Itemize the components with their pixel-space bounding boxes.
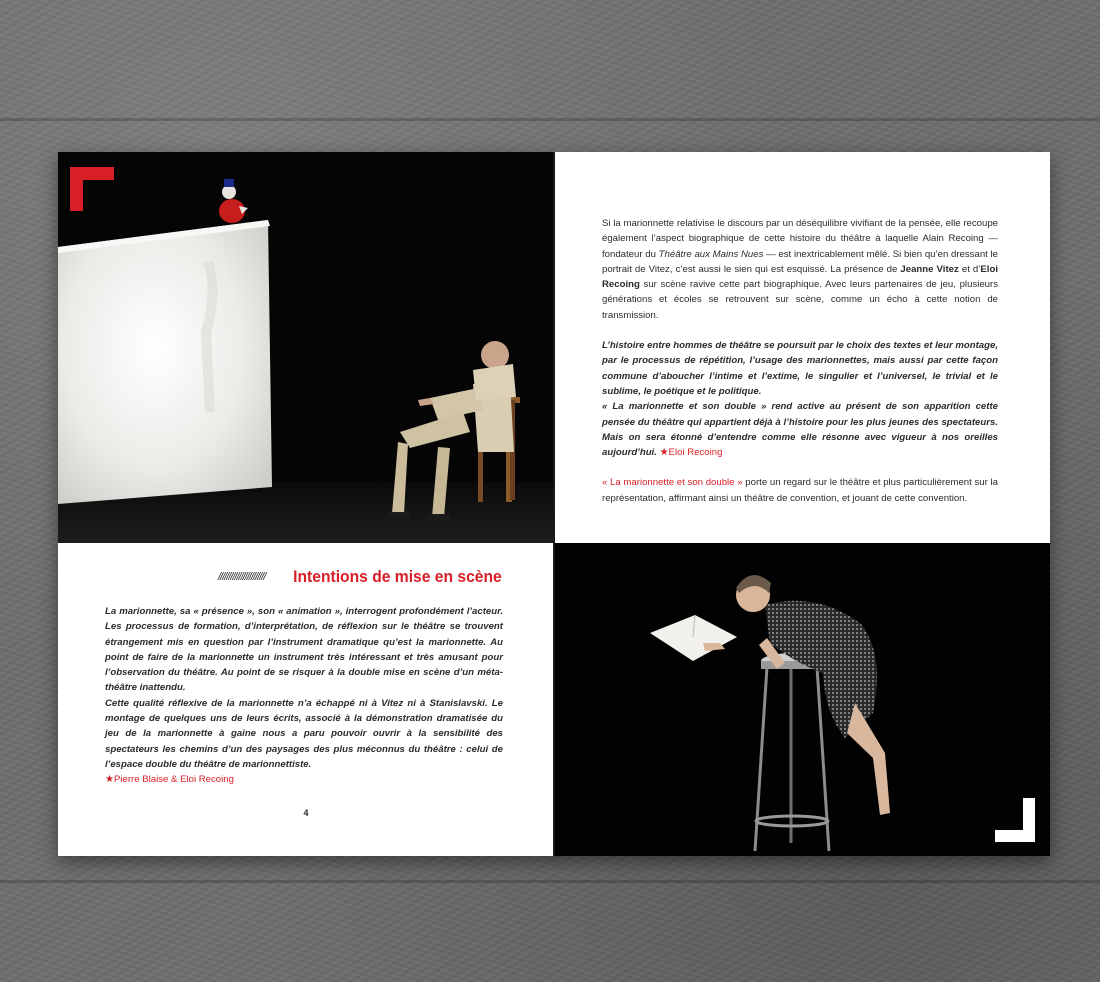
paragraph-quote [602, 399, 998, 460]
paragraph-puppet-presence: La marionnette, sa « présence », son « animation », interrogent profondément l’acteur. Les processus de formation, d’interprétation, de réflexion sur le théâtre se trouvent étrangement mis en question par l’instrument dramatique qu’est la marionnette. Au point de faire de la marionnette un instrument très intéressant et très amusant pour l’observation du théâtre. Au point de se risquer à la double mise en scène d’un méta-théâtre inattendu. [105, 606, 503, 694]
stage-photo-drawing [58, 152, 553, 543]
attribution-authors: Pierre Blaise & Eloi Recoing [113, 774, 234, 786]
brochure-spread [58, 152, 1050, 856]
stage-photo-puppet [58, 152, 553, 543]
quote-author: Eloi Recoing [668, 447, 723, 459]
theatre-name: Théâtre aux Mains Nues [658, 248, 764, 260]
paragraph-biography [602, 216, 998, 323]
right-page-text-panel [555, 152, 1050, 543]
stage-photo-reader [555, 543, 1050, 856]
show-title: « La marionnette et son double » [602, 477, 743, 489]
right-page-body [602, 216, 998, 506]
quote-text: « La marionnette et son double » rend active au présent de son apparition cette pensée du théâtre qui appartient déjà à l’histoire pour les plus jeunes des spectateurs. Mais on sera étonné d’entendre comme elle résonne avec vigueur à nos oreilles aujourd’hui. [602, 401, 998, 459]
spread-gutter [553, 152, 555, 856]
star-icon: ★ [105, 774, 114, 786]
reader-photo-drawing [555, 543, 1050, 856]
text-run: Si la marionnette relativise le discours par un déséquilibre vivifiant de la pensée, elle recoupe également l’aspect biographique de cette histoire du théâtre à laquelle Alain Recoing — fondateur du [602, 218, 998, 260]
text-run: et d’ [958, 263, 981, 275]
page-number: 4 [303, 808, 309, 818]
heading-hatch-decoration: /////////////////////// [217, 571, 266, 583]
actor-name-eloi-recoing: Eloi Recoing [602, 263, 998, 291]
section-heading: Intentions de mise en scène [293, 567, 502, 586]
section-heading-row [190, 565, 502, 589]
white-screen-panel [58, 220, 272, 504]
paragraph-reflexive-quality: Cette qualité réflexive de la marionnette n’a échappé ni à Vitez ni à Stanislavski. Le montage de quelques uns de leurs écrits, associé à la démonstration dramatisée du jeu de la marionnette à gaine nous a paru pouvoir ouvrir à la sensibilité des spectateurs les chemins d’un des paysages des plus méconnus du théâtre : celui de l’espace double du théâtre de marionnettiste. [105, 697, 503, 770]
left-page-text-panel [58, 543, 553, 856]
actor-name-jeanne-vitez: Jeanne Vitez [900, 263, 959, 275]
left-page-body [105, 604, 503, 788]
star-icon: ★ [659, 447, 669, 459]
text-run: — est inextricablement mêlé. Si bien qu’en dressant le portrait de Vitez, c’est aussi le sien qui est esquissé. La présence de [602, 248, 999, 275]
paragraph-convention [602, 475, 998, 506]
text-run: porte un regard sur le théâtre et plus particulièrement sur la représentation, affirmant ainsi un théâtre de convention, et jouant de cette convention. [602, 477, 999, 504]
text-run: sur scène ravive cette part biographique. Avec leurs partenaires de jeu, plusieurs générations et écoles se retrouvent sur scène, comme un écho à cette notion de transmission. [602, 279, 998, 321]
paragraph-history: L’histoire entre hommes de théâtre se poursuit par le choix des textes et leur montage, par le processus de répétition, l’usage des marionnettes, mais aussi par cette façon commune d’aboucher l’intime et l’extime, le singulier et l’universel, le trivial et le sublime, le poétique et le politique. [602, 340, 998, 397]
attribution [105, 772, 503, 787]
